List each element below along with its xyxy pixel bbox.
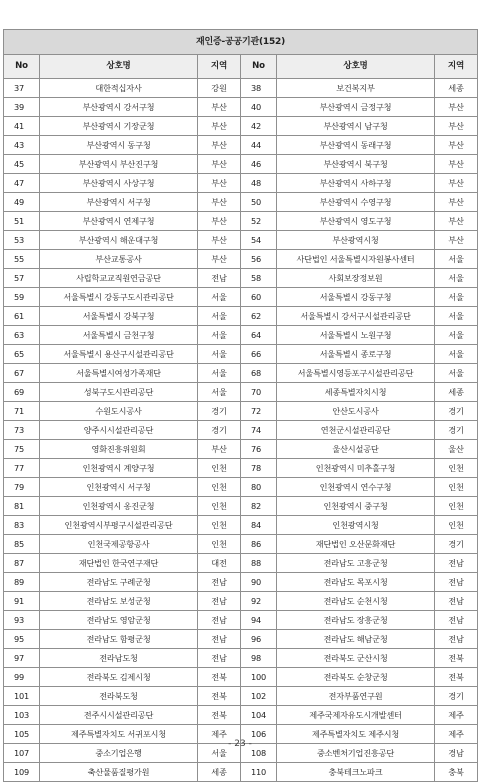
table-cell-row-region: 전북 xyxy=(198,668,241,687)
table-cell-row-no: 86 xyxy=(241,535,277,554)
table-cell-row-name: 재단법인 한국연구재단 xyxy=(40,554,198,573)
table-row xyxy=(4,497,478,516)
table-cell-row-region: 전북 xyxy=(435,668,478,687)
table-cell-row-region: 부산 xyxy=(435,231,478,250)
table-cell-row-name: 전라북도 김제시청 xyxy=(40,668,198,687)
column-header-region: 지역 xyxy=(435,55,478,79)
table-cell-row-region: 전남 xyxy=(198,630,241,649)
table-cell-row-name: 보건복지부 xyxy=(277,79,435,98)
table-cell-row-name: 서울특별시 강동구청 xyxy=(277,288,435,307)
table-cell-row-no: 95 xyxy=(4,630,40,649)
table-cell-row-no: 59 xyxy=(4,288,40,307)
table-cell-row-no: 71 xyxy=(4,402,40,421)
table-cell-row-no: 68 xyxy=(241,364,277,383)
table-cell-row-name: 서울특별시 강동구도시관리공단 xyxy=(40,288,198,307)
table-cell-row-region: 서울 xyxy=(198,307,241,326)
table-cell-row-region: 전북 xyxy=(435,649,478,668)
table-cell-row-name: 세종특별자치시청 xyxy=(277,383,435,402)
table-cell-row-no: 74 xyxy=(241,421,277,440)
table-cell-row-region: 경기 xyxy=(435,687,478,706)
table-cell-row-region: 인천 xyxy=(435,478,478,497)
table-cell-row-no: 83 xyxy=(4,516,40,535)
table-cell-row-region: 인천 xyxy=(435,497,478,516)
table-cell-row-no: 91 xyxy=(4,592,40,611)
table-cell-row-no: 105 xyxy=(4,725,40,744)
table-cell-row-no: 92 xyxy=(241,592,277,611)
table-cell-row-name: 전라남도 해남군청 xyxy=(277,630,435,649)
table-row xyxy=(4,345,478,364)
table-cell-row-no: 62 xyxy=(241,307,277,326)
table-cell-row-no: 90 xyxy=(241,573,277,592)
table-cell-row-name: 양주시시설관리공단 xyxy=(40,421,198,440)
table-cell-row-region: 전남 xyxy=(198,269,241,288)
table-cell-row-no: 102 xyxy=(241,687,277,706)
table-cell-row-region: 전북 xyxy=(198,706,241,725)
table-cell-row-region: 부산 xyxy=(198,440,241,459)
table-cell-row-name: 부산광역시 동구청 xyxy=(40,136,198,155)
table-cell-row-no: 37 xyxy=(4,79,40,98)
table-row xyxy=(4,117,478,136)
table-cell-row-region: 부산 xyxy=(435,174,478,193)
table-cell-row-name: 사립학교교직원연금공단 xyxy=(40,269,198,288)
table-row xyxy=(4,174,478,193)
table-cell-row-name: 충북테크노파크 xyxy=(277,763,435,782)
table-cell-row-region: 세종 xyxy=(435,79,478,98)
table-cell-row-region: 전남 xyxy=(435,611,478,630)
table-cell-row-no: 67 xyxy=(4,364,40,383)
table-cell-row-region: 경기 xyxy=(435,421,478,440)
table-cell-row-region: 전남 xyxy=(198,649,241,668)
page-number: - 23 - xyxy=(228,739,252,749)
table-cell-row-no: 79 xyxy=(4,478,40,497)
table-cell-row-name: 제주특별자치도 제주시청 xyxy=(277,725,435,744)
table-cell-row-region: 세종 xyxy=(435,383,478,402)
table-cell-row-no: 107 xyxy=(4,744,40,763)
table-cell-row-no: 97 xyxy=(4,649,40,668)
table-cell-row-no: 110 xyxy=(241,763,277,782)
table-cell-row-name: 부산광역시 부산진구청 xyxy=(40,155,198,174)
table-cell-row-no: 50 xyxy=(241,193,277,212)
table-cell-row-no: 72 xyxy=(241,402,277,421)
table-cell-row-name: 부산교통공사 xyxy=(40,250,198,269)
table-cell-row-no: 48 xyxy=(241,174,277,193)
table-cell-row-region: 제주 xyxy=(435,706,478,725)
table-cell-row-no: 99 xyxy=(4,668,40,687)
table-cell-row-region: 서울 xyxy=(198,326,241,345)
table-cell-row-no: 80 xyxy=(241,478,277,497)
table-cell-row-name: 서울특별시여성가족재단 xyxy=(40,364,198,383)
table-row xyxy=(4,611,478,630)
table-cell-row-no: 106 xyxy=(241,725,277,744)
table-cell-row-name: 서울특별시 강서구시설관리공단 xyxy=(277,307,435,326)
table-cell-row-region: 서울 xyxy=(435,307,478,326)
table-cell-row-name: 서울특별시 금천구청 xyxy=(40,326,198,345)
table-cell-row-no: 109 xyxy=(4,763,40,782)
table-cell-row-no: 76 xyxy=(241,440,277,459)
table-row xyxy=(4,307,478,326)
table-row xyxy=(4,630,478,649)
table-cell-row-name: 인천광역시 중구청 xyxy=(277,497,435,516)
table-cell-row-name: 축산물품질평가원 xyxy=(40,763,198,782)
table-row xyxy=(4,592,478,611)
table-cell-row-region: 세종 xyxy=(198,763,241,782)
column-header-no: No xyxy=(241,55,277,79)
table-cell-row-name: 부산광역시 금정구청 xyxy=(277,98,435,117)
table-cell-row-region: 서울 xyxy=(435,288,478,307)
table-cell-row-no: 53 xyxy=(4,231,40,250)
table-cell-row-no: 69 xyxy=(4,383,40,402)
table-row xyxy=(4,155,478,174)
table-cell-row-name: 인천광역시 서구청 xyxy=(40,478,198,497)
table-cell-row-no: 55 xyxy=(4,250,40,269)
table-cell-row-region: 전남 xyxy=(435,592,478,611)
table-row xyxy=(4,440,478,459)
table-cell-row-region: 부산 xyxy=(198,117,241,136)
table-cell-row-region: 서울 xyxy=(198,288,241,307)
table-cell-row-name: 부산광역시 기장군청 xyxy=(40,117,198,136)
table-row xyxy=(4,326,478,345)
table-cell-row-name: 중소벤처기업진흥공단 xyxy=(277,744,435,763)
table-cell-row-region: 부산 xyxy=(198,231,241,250)
table-cell-row-name: 대한적십자사 xyxy=(40,79,198,98)
table-row xyxy=(4,98,478,117)
table-row xyxy=(4,516,478,535)
table-cell-row-name: 부산광역시 강서구청 xyxy=(40,98,198,117)
table-row xyxy=(4,383,478,402)
table-cell-row-name: 부산광역시 연제구청 xyxy=(40,212,198,231)
table-cell-row-region: 울산 xyxy=(435,440,478,459)
table-cell-row-no: 38 xyxy=(241,79,277,98)
table-row xyxy=(4,554,478,573)
table-cell-row-name: 부산광역시 수영구청 xyxy=(277,193,435,212)
table-cell-row-region: 전남 xyxy=(435,630,478,649)
table-cell-row-region: 서울 xyxy=(198,383,241,402)
table-cell-row-no: 89 xyxy=(4,573,40,592)
table-cell-row-region: 부산 xyxy=(198,155,241,174)
column-header-name: 상호명 xyxy=(40,55,198,79)
table-cell-row-name: 인천광역시 연수구청 xyxy=(277,478,435,497)
table-row xyxy=(4,136,478,155)
table-cell-row-region: 전남 xyxy=(435,573,478,592)
table-cell-row-name: 전라남도 고흥군청 xyxy=(277,554,435,573)
table-cell-row-name: 중소기업은행 xyxy=(40,744,198,763)
table-cell-row-no: 96 xyxy=(241,630,277,649)
table-cell-row-name: 인천광역시부평구시설관리공단 xyxy=(40,516,198,535)
table-cell-row-no: 46 xyxy=(241,155,277,174)
table-cell-row-name: 전라남도 보성군청 xyxy=(40,592,198,611)
table-cell-row-region: 인천 xyxy=(435,459,478,478)
table-cell-row-name: 전라남도 함평군청 xyxy=(40,630,198,649)
column-header-region: 지역 xyxy=(198,55,241,79)
table-cell-row-no: 49 xyxy=(4,193,40,212)
table-cell-row-region: 부산 xyxy=(198,250,241,269)
table-cell-row-region: 인천 xyxy=(198,535,241,554)
certification-table xyxy=(3,29,478,782)
table-cell-row-no: 84 xyxy=(241,516,277,535)
table-cell-row-region: 인천 xyxy=(198,497,241,516)
table-cell-row-no: 101 xyxy=(4,687,40,706)
table-cell-row-name: 사단법인 서울특별시자원봉사센터 xyxy=(277,250,435,269)
table-row xyxy=(4,212,478,231)
table-cell-row-region: 부산 xyxy=(435,117,478,136)
table-cell-row-no: 42 xyxy=(241,117,277,136)
table-cell-row-name: 부산광역시 동래구청 xyxy=(277,136,435,155)
table-row xyxy=(4,288,478,307)
table-row xyxy=(4,231,478,250)
table-row xyxy=(4,478,478,497)
table-cell-row-name: 울산시설공단 xyxy=(277,440,435,459)
table-cell-row-region: 전남 xyxy=(198,592,241,611)
table-cell-row-name: 부산광역시 해운대구청 xyxy=(40,231,198,250)
table-cell-row-region: 인천 xyxy=(435,516,478,535)
table-cell-row-region: 대전 xyxy=(198,554,241,573)
table-cell-row-region: 부산 xyxy=(435,136,478,155)
table-cell-row-name: 제주국제자유도시개발센터 xyxy=(277,706,435,725)
table-cell-row-no: 54 xyxy=(241,231,277,250)
table-cell-row-name: 인천광역시 계양구청 xyxy=(40,459,198,478)
table-cell-row-no: 58 xyxy=(241,269,277,288)
table-cell-row-name: 전라북도청 xyxy=(40,687,198,706)
table-cell-row-region: 서울 xyxy=(435,269,478,288)
table-cell-row-name: 인천국제공항공사 xyxy=(40,535,198,554)
table-row xyxy=(4,706,478,725)
table-cell-row-region: 부산 xyxy=(435,98,478,117)
table-row xyxy=(4,79,478,98)
table-cell-row-region: 서울 xyxy=(435,250,478,269)
table-cell-row-no: 75 xyxy=(4,440,40,459)
table-row xyxy=(4,402,478,421)
table-cell-row-name: 전라남도 구례군청 xyxy=(40,573,198,592)
table-cell-row-name: 부산광역시 서구청 xyxy=(40,193,198,212)
table-cell-row-no: 65 xyxy=(4,345,40,364)
table-cell-row-no: 40 xyxy=(241,98,277,117)
table-cell-row-name: 전자부품연구원 xyxy=(277,687,435,706)
table-cell-row-region: 경기 xyxy=(435,535,478,554)
table-cell-row-region: 서울 xyxy=(198,744,241,763)
table-cell-row-region: 경기 xyxy=(435,402,478,421)
table-cell-row-name: 전라남도 영암군청 xyxy=(40,611,198,630)
table-cell-row-region: 서울 xyxy=(435,345,478,364)
table-cell-row-no: 100 xyxy=(241,668,277,687)
table-body xyxy=(4,79,478,782)
table-cell-row-region: 경기 xyxy=(198,421,241,440)
table-cell-row-region: 서울 xyxy=(435,326,478,345)
certification-table-sheet xyxy=(3,29,477,782)
table-cell-row-no: 52 xyxy=(241,212,277,231)
table-cell-row-name: 서울특별시영등포구시설관리공단 xyxy=(277,364,435,383)
table-cell-row-region: 부산 xyxy=(435,212,478,231)
table-cell-row-name: 안산도시공사 xyxy=(277,402,435,421)
table-cell-row-name: 부산광역시 사하구청 xyxy=(277,174,435,193)
table-cell-row-no: 93 xyxy=(4,611,40,630)
table-cell-row-no: 63 xyxy=(4,326,40,345)
table-cell-row-region: 경남 xyxy=(435,744,478,763)
table-cell-row-name: 전라남도 장흥군청 xyxy=(277,611,435,630)
table-cell-row-name: 부산광역시청 xyxy=(277,231,435,250)
table-cell-row-region: 전남 xyxy=(198,611,241,630)
table-cell-row-name: 인천광역시 미추홀구청 xyxy=(277,459,435,478)
table-cell-row-no: 78 xyxy=(241,459,277,478)
table-cell-row-region: 서울 xyxy=(435,364,478,383)
table-cell-row-region: 전남 xyxy=(435,554,478,573)
table-cell-row-name: 영화진흥위원회 xyxy=(40,440,198,459)
table-cell-row-no: 51 xyxy=(4,212,40,231)
table-row xyxy=(4,649,478,668)
table-cell-row-region: 인천 xyxy=(198,459,241,478)
table-cell-row-no: 64 xyxy=(241,326,277,345)
table-row xyxy=(4,421,478,440)
table-cell-row-name: 부산광역시 사상구청 xyxy=(40,174,198,193)
table-cell-row-no: 87 xyxy=(4,554,40,573)
table-row xyxy=(4,535,478,554)
table-cell-row-name: 부산광역시 북구청 xyxy=(277,155,435,174)
table-cell-row-name: 전라남도청 xyxy=(40,649,198,668)
table-cell-row-region: 인천 xyxy=(198,478,241,497)
table-cell-row-name: 서울특별시 종로구청 xyxy=(277,345,435,364)
table-cell-row-region: 부산 xyxy=(435,193,478,212)
table-cell-row-no: 73 xyxy=(4,421,40,440)
table-cell-row-no: 82 xyxy=(241,497,277,516)
table-row xyxy=(4,269,478,288)
table-cell-row-name: 전라남도 순천시청 xyxy=(277,592,435,611)
table-row xyxy=(4,459,478,478)
table-row xyxy=(4,763,478,782)
table-cell-row-region: 충북 xyxy=(435,763,478,782)
table-row xyxy=(4,364,478,383)
table-cell-row-no: 61 xyxy=(4,307,40,326)
table-cell-row-name: 수원도시공사 xyxy=(40,402,198,421)
table-cell-row-name: 서울특별시 강북구청 xyxy=(40,307,198,326)
table-cell-row-no: 41 xyxy=(4,117,40,136)
table-row xyxy=(4,687,478,706)
table-cell-row-no: 66 xyxy=(241,345,277,364)
table-cell-row-no: 77 xyxy=(4,459,40,478)
table-cell-row-no: 56 xyxy=(241,250,277,269)
table-cell-row-name: 전라남도 목포시청 xyxy=(277,573,435,592)
table-cell-row-no: 94 xyxy=(241,611,277,630)
table-cell-row-region: 부산 xyxy=(198,174,241,193)
table-cell-row-name: 인천광역시청 xyxy=(277,516,435,535)
table-cell-row-region: 서울 xyxy=(198,345,241,364)
table-cell-row-no: 88 xyxy=(241,554,277,573)
table-cell-row-no: 60 xyxy=(241,288,277,307)
table-row xyxy=(4,573,478,592)
table-cell-row-name: 성북구도시관리공단 xyxy=(40,383,198,402)
table-cell-row-region: 서울 xyxy=(198,364,241,383)
table-cell-row-name: 부산광역시 남구청 xyxy=(277,117,435,136)
table-cell-row-region: 인천 xyxy=(198,516,241,535)
table-cell-row-name: 전주시시설관리공단 xyxy=(40,706,198,725)
table-cell-row-no: 44 xyxy=(241,136,277,155)
table-row xyxy=(4,668,478,687)
table-cell-row-name: 인천광역시 옹진군청 xyxy=(40,497,198,516)
table-cell-row-no: 103 xyxy=(4,706,40,725)
table-cell-row-name: 서울특별시 용산구시설관리공단 xyxy=(40,345,198,364)
column-header-name: 상호명 xyxy=(277,55,435,79)
table-cell-row-no: 39 xyxy=(4,98,40,117)
table-cell-row-name: 전라북도 군산시청 xyxy=(277,649,435,668)
table-cell-row-name: 전라북도 순창군청 xyxy=(277,668,435,687)
table-cell-row-no: 57 xyxy=(4,269,40,288)
table-cell-row-name: 재단법인 오산문화재단 xyxy=(277,535,435,554)
column-header-no: No xyxy=(4,55,40,79)
table-cell-row-no: 85 xyxy=(4,535,40,554)
table-title: 재인증-공공기관(152) xyxy=(4,30,478,55)
table-cell-row-region: 전남 xyxy=(198,573,241,592)
table-header-row xyxy=(4,55,478,79)
table-cell-row-region: 부산 xyxy=(198,212,241,231)
table-row xyxy=(4,250,478,269)
table-cell-row-region: 부산 xyxy=(198,98,241,117)
table-cell-row-name: 서울특별시 노원구청 xyxy=(277,326,435,345)
table-row xyxy=(4,193,478,212)
table-cell-row-name: 부산광역시 영도구청 xyxy=(277,212,435,231)
table-cell-row-no: 47 xyxy=(4,174,40,193)
table-cell-row-no: 81 xyxy=(4,497,40,516)
table-cell-row-no: 43 xyxy=(4,136,40,155)
table-cell-row-region: 제주 xyxy=(435,725,478,744)
table-cell-row-region: 전북 xyxy=(198,687,241,706)
table-cell-row-no: 104 xyxy=(241,706,277,725)
table-cell-row-name: 연천군시설관리공단 xyxy=(277,421,435,440)
table-cell-row-region: 경기 xyxy=(198,402,241,421)
table-cell-row-name: 사회보장정보원 xyxy=(277,269,435,288)
table-title-row xyxy=(4,30,478,55)
table-cell-row-no: 45 xyxy=(4,155,40,174)
table-cell-row-no: 98 xyxy=(241,649,277,668)
table-cell-row-no: 108 xyxy=(241,744,277,763)
table-cell-row-region: 강원 xyxy=(198,79,241,98)
table-cell-row-region: 제주 xyxy=(198,725,241,744)
table-cell-row-region: 부산 xyxy=(198,136,241,155)
table-cell-row-region: 부산 xyxy=(198,193,241,212)
table-cell-row-no: 70 xyxy=(241,383,277,402)
table-cell-row-name: 제주특별자치도 서귀포시청 xyxy=(40,725,198,744)
table-cell-row-region: 부산 xyxy=(435,155,478,174)
